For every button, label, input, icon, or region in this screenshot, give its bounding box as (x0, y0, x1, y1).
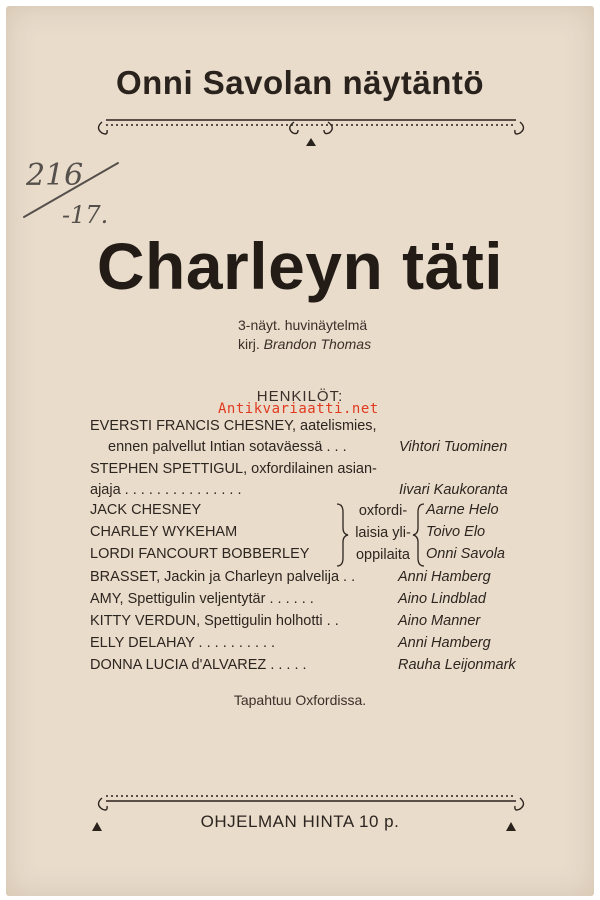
handwritten-note (22, 141, 132, 231)
cast-row (6, 591, 594, 611)
actor-name: Anni Hamberg (398, 569, 491, 585)
actor-name: Anni Hamberg (398, 635, 491, 651)
group-label-line: oppilaita (355, 547, 410, 563)
program-sheet (6, 6, 594, 896)
actor-name: Onni Savola (426, 546, 505, 562)
character-name: CHARLEY WYKEHAM (90, 524, 238, 540)
play-subtitle (238, 316, 371, 354)
actor-name: Aarne Helo (426, 502, 499, 518)
group-label-line: laisia yli- (355, 525, 411, 541)
author-name: Brandon Thomas (263, 336, 372, 352)
actor-name: Rauha Leijonmark (398, 657, 516, 673)
actor-name: Iivari Kaukoranta (399, 482, 508, 498)
program-price: OHJELMAN HINTA 10 p. (200, 812, 400, 831)
cast-row (6, 546, 594, 566)
character-name: JACK CHESNEY (90, 502, 202, 518)
actor-name: Toivo Elo (426, 524, 486, 540)
cast-row (6, 482, 594, 502)
setting-note: Tapahtuu Oxfordissa. (233, 692, 367, 708)
character-name: ajaja . . . . . . . . . . . . . . . (90, 482, 242, 498)
cast-heading: HENKILÖT: (256, 388, 344, 405)
character-name: DONNA LUCIA d'ALVAREZ . . . . . (90, 657, 307, 673)
group-label-line: oxfordi- (358, 503, 408, 519)
cast-row (6, 569, 594, 589)
actor-name: Vihtori Tuominen (399, 439, 508, 455)
cast-row (6, 524, 594, 544)
character-name: ELLY DELAHAY . . . . . . . . . . (90, 635, 276, 651)
handwritten-number-bottom: -17. (62, 201, 109, 229)
cast-row (6, 502, 594, 522)
character-name: BRASSET, Jackin ja Charleyn palvelija . . (90, 569, 356, 585)
character-name: STEPHEN SPETTIGUL, oxfordilainen asian- (90, 461, 377, 477)
ornamental-rule-top (92, 116, 530, 146)
play-author-line (238, 335, 371, 354)
actor-name: Aino Manner (398, 613, 481, 629)
cast-row (6, 461, 594, 481)
cast-row (6, 635, 594, 655)
handwritten-number-top: 216 (26, 158, 84, 193)
cast-row (6, 613, 594, 633)
watermark-text: Antikvariaatti.net (218, 401, 379, 417)
character-name: ennen palvellut Intian sotaväessä . . . (108, 439, 347, 455)
header-title: Onni Savolan näytäntö (115, 64, 485, 101)
character-name: LORDI FANCOURT BOBBERLEY (90, 546, 310, 562)
character-name: AMY, Spettigulin veljentytär . . . . . . (90, 591, 314, 607)
cast-row (6, 418, 594, 438)
play-title: Charleyn täti (96, 229, 504, 303)
actor-name: Aino Lindblad (398, 591, 486, 607)
student-group-label (348, 500, 418, 566)
brace-right (411, 502, 427, 568)
cast-row (6, 439, 594, 459)
cast-row (6, 657, 594, 677)
play-genre: 3-näyt. huvinäytelmä (238, 317, 368, 333)
character-name: KITTY VERDUN, Spettigulin holhotti . . (90, 613, 339, 629)
author-prefix: kirj. (238, 336, 260, 352)
character-name: EVERSTI FRANCIS CHESNEY, aatelismies, (90, 418, 377, 434)
